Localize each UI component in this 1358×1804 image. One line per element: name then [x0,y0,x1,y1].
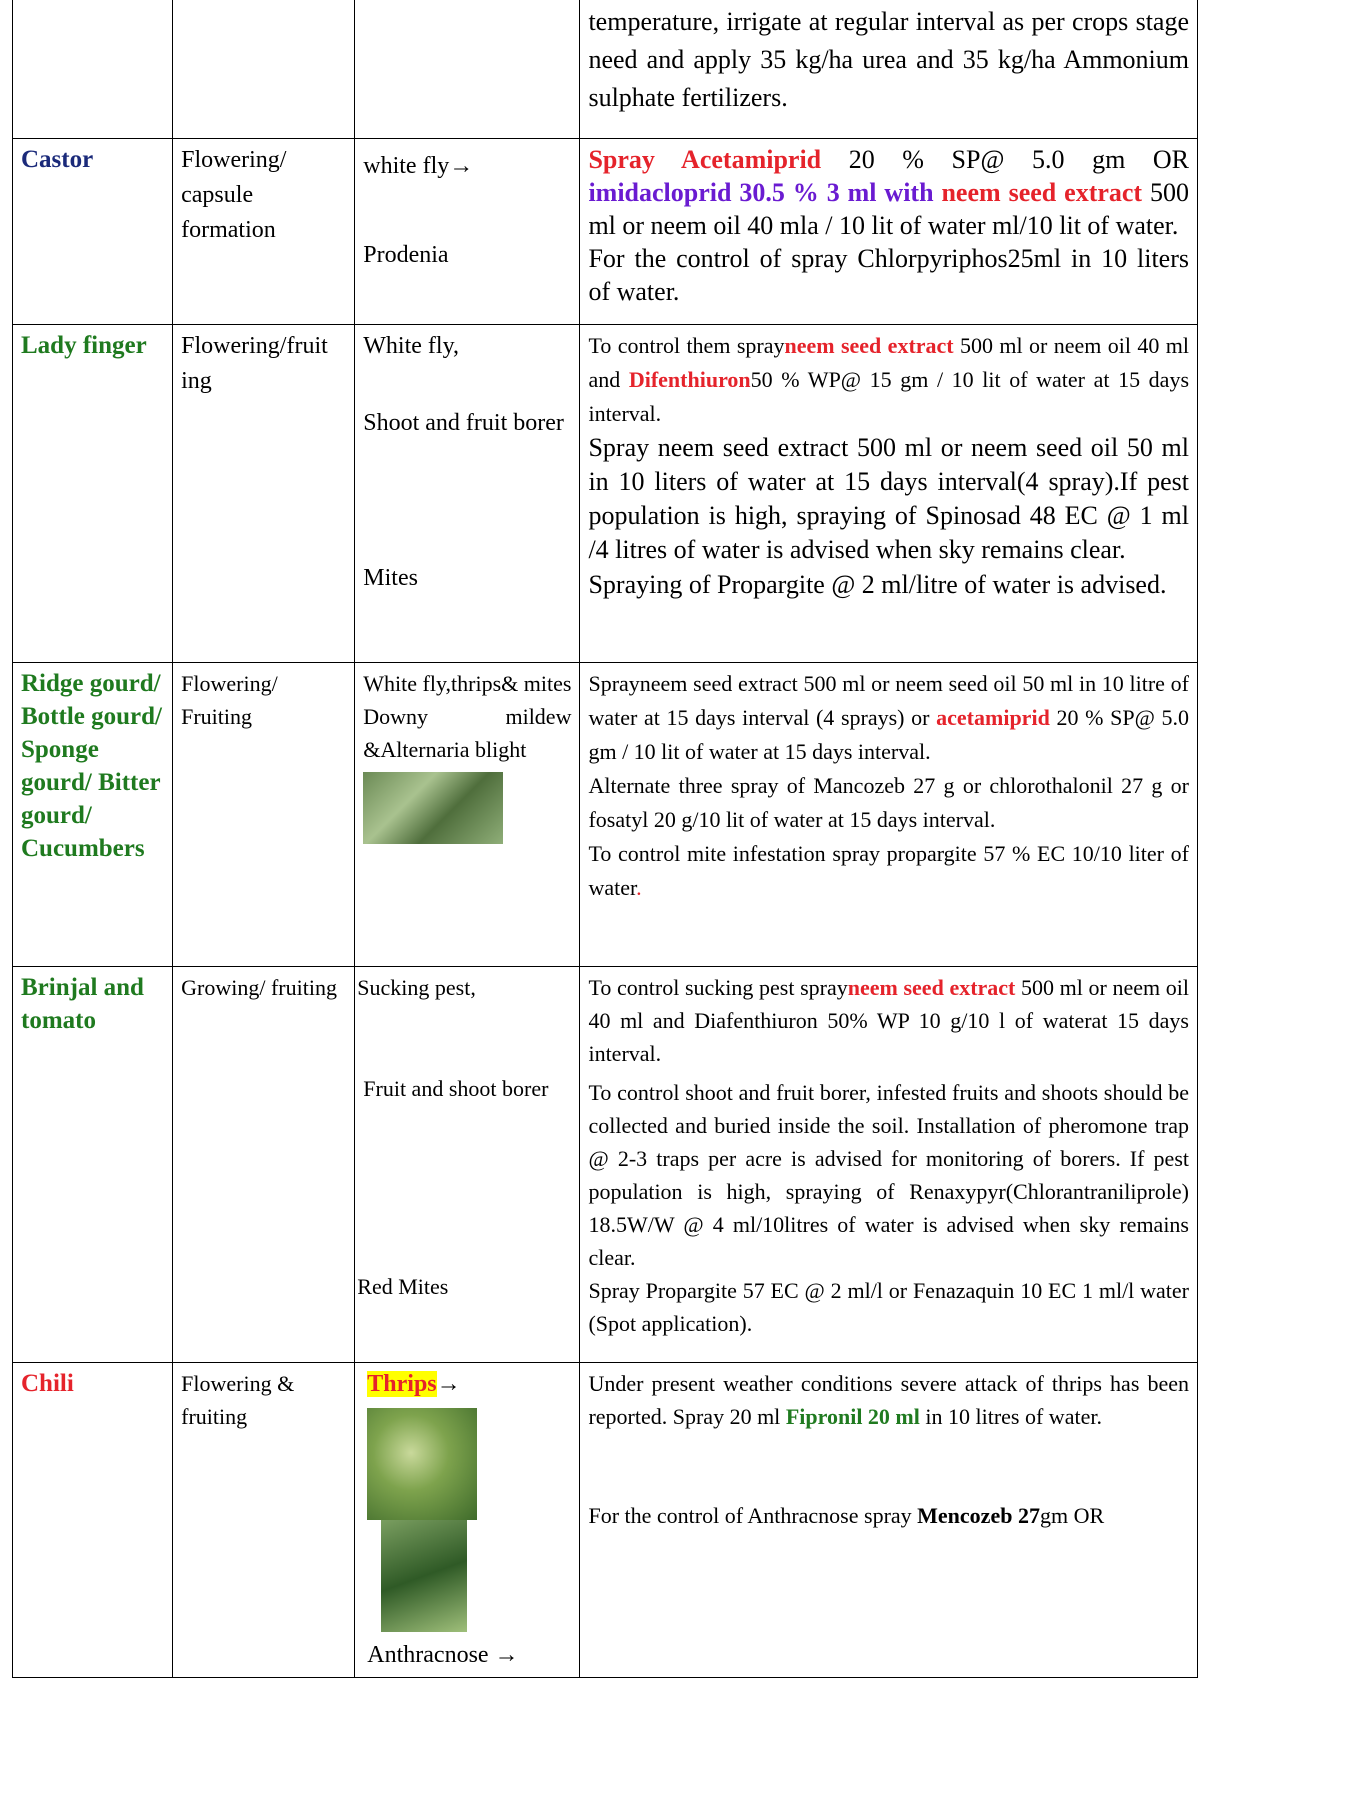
table-row [13,967,1198,1363]
advice-cell: To control them sprayneem seed extract 500 ml or neem oil 40 ml and Difenthiuron50 % WP@ 15 gm / 10 lit of water at 15 days interval. Spray neem seed extract 500 ml or neem seed oil 50 ml in 10 liters of water at 15 days interval(4 spray).If pest population is high, spraying of Spinosad 48 EC @ 1 ml /4 litres of water is advised when sky remains clear. Spraying of Propargite @ 2 ml/litre of water is advised. [580,325,1198,663]
stage-cell: Flowering/ capsule formation [173,139,355,325]
crop-cell: Ridge gourd/ Bottle gourd/ Sponge gourd/ Bitter gourd/ Cucumbers [13,663,173,967]
thrips-plant-image [367,1408,477,1520]
stage-cell: Flowering & fruiting [173,1363,355,1678]
advice-cell: Under present weather conditions severe attack of thrips has been reported. Spray 20 ml Fipronil 20 ml in 10 litres of water. For the control of Anthracnose spray Mencozeb 27gm OR [580,1363,1198,1678]
table-row [13,663,1198,967]
crop-cell: Brinjal and tomato [13,967,173,1363]
downy-mildew-leaf-image [363,772,503,844]
advice-cell: To control sucking pest sprayneem seed extract 500 ml or neem oil 40 ml and Diafenthiuron 50% WP 10 g/10 l of waterat 15 days interval. To control shoot and fruit borer, infested fruits and shoots should be collected and buried inside the soil. Installation of pheromone trap @ 2-3 traps per acre is advised for monitoring of borers. If pest population is high, spraying of Renaxypyr(Chlorantraniliprole) 18.5W/W @ 4 ml/10litres of water is advised when sky remains clear. Spray Propargite 57 EC @ 2 ml/l or Fenazaquin 10 EC 1 ml/l water (Spot application). [580,967,1198,1363]
pest-cell: White fly, Shoot and fruit borer Mites [355,325,580,663]
table-row [13,325,1198,663]
table-row [13,0,1198,139]
thrips-leaf-image [381,1520,467,1632]
crop-cell: Lady finger [13,325,173,663]
stage-cell: Growing/ fruiting [173,967,355,1363]
crop-cell: Castor [13,139,173,325]
pest-cell: Thrips→ Anthracnose → [355,1363,580,1678]
table-row [13,139,1198,325]
advice-cell: temperature, irrigate at regular interval as per crops stage need and apply 35 kg/ha urea and 35 kg/ha Ammonium sulphate fertilizers. [580,0,1198,139]
stage-cell: Flowering/ Fruiting [173,663,355,967]
pest-cell: Sucking pest, Fruit and shoot borer Red Mites [355,967,580,1363]
crop-cell: Chili [13,1363,173,1678]
pest-cell: White fly,thrips& mites Downy mildew &Alternaria blight [355,663,580,967]
pest-cell: white fly→ Prodenia [355,139,580,325]
advice-cell: Spray Acetamiprid 20 % SP@ 5.0 gm OR imidacloprid 30.5 % 3 ml with neem seed extract 500 ml or neem oil 40 mla / 10 lit of water ml/10 lit of water. For the control of spray Chlorpyriphos25ml in 10 liters of water. [580,139,1198,325]
advisory-table [12,0,1198,1678]
table-row [13,1363,1198,1678]
advice-cell: Sprayneem seed extract 500 ml or neem seed oil 50 ml in 10 litre of water at 15 days interval (4 sprays) or acetamiprid 20 % SP@ 5.0 gm / 10 lit of water at 15 days interval. Alternate three spray of Mancozeb 27 g or chlorothalonil 27 g or fosatyl 20 g/10 lit of water at 15 days interval. To control mite infestation spray propargite 57 % EC 10/10 liter of water. [580,663,1198,967]
stage-cell: Flowering/fruit ing [173,325,355,663]
